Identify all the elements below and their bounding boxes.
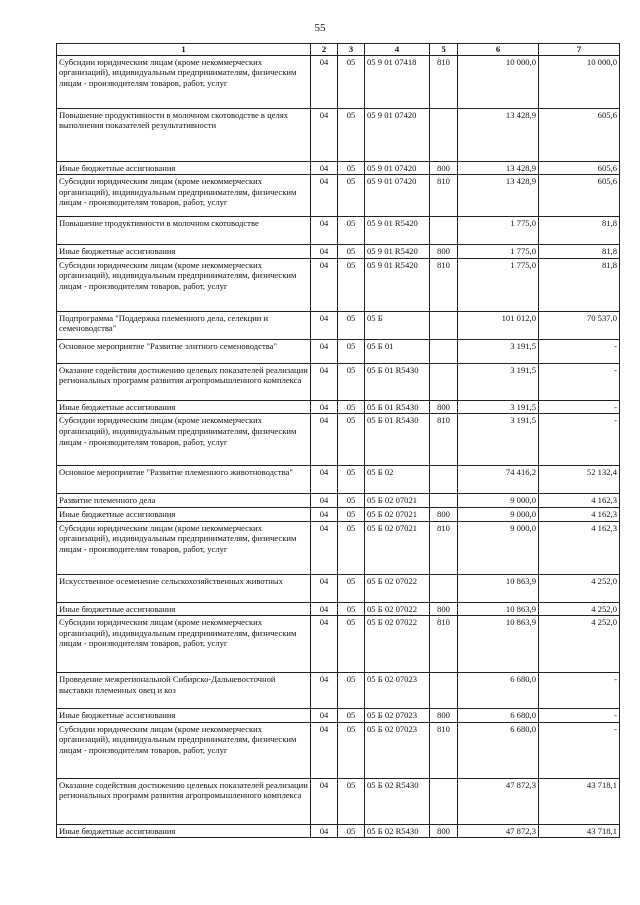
row-code-cell: 05 Б 02 07022: [365, 574, 430, 602]
row-section-cell: 04: [311, 161, 338, 175]
table-row: [57, 311, 620, 339]
row-name-cell: Субсидии юридическим лицам (кроме некоммерческих организаций), индивидуальным предпринимателям, физическим лицам - производителям товаров, работ, услуг: [57, 258, 311, 311]
row-value-plan-cell: 74 416,2: [458, 466, 539, 494]
row-value-fact-cell: 4 162,3: [539, 494, 620, 508]
row-value-fact-cell: 70 537,0: [539, 311, 620, 339]
row-name-cell: Иные бюджетные ассигнования: [57, 161, 311, 175]
row-code-cell: 05 9 01 R5420: [365, 258, 430, 311]
row-value-plan-cell: 3 191,5: [458, 339, 539, 363]
row-section-cell: 04: [311, 245, 338, 259]
row-name-cell: Субсидии юридическим лицам (кроме некоммерческих организаций), индивидуальным предпринимателям, физическим лицам - производителям товаров, работ, услуг: [57, 55, 311, 108]
row-value-plan-cell: 101 012,0: [458, 311, 539, 339]
table-row: [57, 414, 620, 466]
row-type-cell: [430, 466, 458, 494]
row-name-cell: Иные бюджетные ассигнования: [57, 709, 311, 723]
row-value-fact-cell: 81,8: [539, 245, 620, 259]
row-section-cell: 04: [311, 311, 338, 339]
row-subsection-cell: 05: [338, 824, 365, 838]
row-type-cell: [430, 494, 458, 508]
budget-table: [56, 43, 620, 838]
row-name-cell: Подпрограмма "Поддержка племенного дела, селекции и семеноводства": [57, 311, 311, 339]
table-row: [57, 507, 620, 521]
table-row: [57, 400, 620, 414]
row-value-fact-cell: 81,8: [539, 258, 620, 311]
row-subsection-cell: 05: [338, 494, 365, 508]
row-code-cell: 05 9 01 R5420: [365, 217, 430, 245]
row-value-plan-cell: 6 680,0: [458, 709, 539, 723]
row-subsection-cell: 05: [338, 311, 365, 339]
row-subsection-cell: 05: [338, 778, 365, 824]
row-type-cell: [430, 574, 458, 602]
page-number: 55: [314, 22, 326, 34]
row-value-fact-cell: 81,8: [539, 217, 620, 245]
row-name-cell: Иные бюджетные ассигнования: [57, 245, 311, 259]
row-section-cell: 04: [311, 709, 338, 723]
row-type-cell: 810: [430, 258, 458, 311]
row-section-cell: 04: [311, 258, 338, 311]
row-code-cell: 05 Б 02 07021: [365, 521, 430, 574]
table-row: [57, 574, 620, 602]
table-row: [57, 709, 620, 723]
row-subsection-cell: 05: [338, 414, 365, 466]
row-name-cell: Оказание содействия достижению целевых показателей реализации региональных программ развития агропромышленного комплекса: [57, 778, 311, 824]
row-section-cell: 04: [311, 108, 338, 161]
row-value-plan-cell: 6 680,0: [458, 722, 539, 778]
row-name-cell: Субсидии юридическим лицам (кроме некоммерческих организаций), индивидуальным предпринимателям, физическим лицам - производителям товаров, работ, услуг: [57, 521, 311, 574]
table-row: [57, 616, 620, 673]
row-code-cell: 05 9 01 07420: [365, 108, 430, 161]
row-subsection-cell: 05: [338, 175, 365, 217]
row-value-fact-cell: -: [539, 400, 620, 414]
row-name-cell: Повышение продуктивности в молочном скотоводстве в целях выполнения показателей результативности: [57, 108, 311, 161]
row-code-cell: 05 Б 02 07023: [365, 722, 430, 778]
row-subsection-cell: 05: [338, 108, 365, 161]
row-section-cell: 04: [311, 339, 338, 363]
row-subsection-cell: 05: [338, 507, 365, 521]
row-value-fact-cell: 52 132,4: [539, 466, 620, 494]
row-code-cell: 05 Б 02 R5430: [365, 824, 430, 838]
row-value-plan-cell: 47 872,3: [458, 778, 539, 824]
row-name-cell: Оказание содействия достижению целевых показателей реализации региональных программ развития агропромышленного комплекса: [57, 363, 311, 400]
column-header: 1: [57, 44, 311, 56]
row-value-plan-cell: 10 863,9: [458, 616, 539, 673]
table-header-row: [57, 44, 620, 56]
table-row: [57, 673, 620, 709]
table-row: [57, 217, 620, 245]
table-row: [57, 55, 620, 108]
table-row: [57, 108, 620, 161]
row-subsection-cell: 05: [338, 673, 365, 709]
row-section-cell: 04: [311, 616, 338, 673]
row-value-fact-cell: 43 718,1: [539, 824, 620, 838]
row-name-cell: Иные бюджетные ассигнования: [57, 824, 311, 838]
row-subsection-cell: 05: [338, 722, 365, 778]
table-row: [57, 175, 620, 217]
row-type-cell: [430, 363, 458, 400]
row-value-plan-cell: 3 191,5: [458, 400, 539, 414]
row-section-cell: 04: [311, 400, 338, 414]
row-name-cell: Проведение межрегиональной Сибирско-Дальневосточной выставки племенных овец и коз: [57, 673, 311, 709]
row-value-fact-cell: -: [539, 722, 620, 778]
row-subsection-cell: 05: [338, 55, 365, 108]
row-value-fact-cell: -: [539, 709, 620, 723]
row-value-plan-cell: 6 680,0: [458, 673, 539, 709]
row-section-cell: 04: [311, 414, 338, 466]
row-subsection-cell: 05: [338, 245, 365, 259]
row-section-cell: 04: [311, 824, 338, 838]
row-name-cell: Субсидии юридическим лицам (кроме некоммерческих организаций), индивидуальным предпринимателям, физическим лицам - производителям товаров, работ, услуг: [57, 616, 311, 673]
row-subsection-cell: 05: [338, 161, 365, 175]
row-code-cell: 05 Б 01 R5430: [365, 400, 430, 414]
row-type-cell: [430, 217, 458, 245]
row-value-fact-cell: 605,6: [539, 161, 620, 175]
row-subsection-cell: 05: [338, 574, 365, 602]
column-header: 5: [430, 44, 458, 56]
row-name-cell: Иные бюджетные ассигнования: [57, 602, 311, 616]
row-code-cell: 05 9 01 07420: [365, 161, 430, 175]
row-section-cell: 04: [311, 363, 338, 400]
row-code-cell: 05 Б 01 R5430: [365, 363, 430, 400]
row-subsection-cell: 05: [338, 466, 365, 494]
table-row: [57, 602, 620, 616]
row-section-cell: 04: [311, 574, 338, 602]
row-value-plan-cell: 3 191,5: [458, 363, 539, 400]
row-code-cell: 05 Б 02 07023: [365, 673, 430, 709]
row-value-fact-cell: 4 252,0: [539, 602, 620, 616]
row-value-fact-cell: -: [539, 363, 620, 400]
row-name-cell: Основное мероприятие "Развитие племенного животноводства": [57, 466, 311, 494]
row-subsection-cell: 05: [338, 616, 365, 673]
column-header: 2: [311, 44, 338, 56]
table-row: [57, 339, 620, 363]
table-row: [57, 722, 620, 778]
row-value-fact-cell: -: [539, 339, 620, 363]
table-row: [57, 824, 620, 838]
row-value-plan-cell: 13 428,9: [458, 161, 539, 175]
row-code-cell: 05 Б 01 R5430: [365, 414, 430, 466]
row-type-cell: [430, 108, 458, 161]
row-name-cell: Субсидии юридическим лицам (кроме некоммерческих организаций), индивидуальным предпринимателям, физическим лицам - производителям товаров, работ, услуг: [57, 414, 311, 466]
row-subsection-cell: 05: [338, 602, 365, 616]
row-name-cell: Субсидии юридическим лицам (кроме некоммерческих организаций), индивидуальным предпринимателям, физическим лицам - производителям товаров, работ, услуг: [57, 722, 311, 778]
column-header: 7: [539, 44, 620, 56]
row-subsection-cell: 05: [338, 217, 365, 245]
row-value-fact-cell: 4 252,0: [539, 616, 620, 673]
row-code-cell: 05 Б 02: [365, 466, 430, 494]
row-subsection-cell: 05: [338, 521, 365, 574]
row-value-fact-cell: 605,6: [539, 108, 620, 161]
table-row: [57, 161, 620, 175]
row-value-plan-cell: 13 428,9: [458, 175, 539, 217]
row-value-plan-cell: 9 000,0: [458, 521, 539, 574]
row-name-cell: Повышение продуктивности в молочном скотоводстве: [57, 217, 311, 245]
row-section-cell: 04: [311, 217, 338, 245]
row-type-cell: 800: [430, 245, 458, 259]
row-code-cell: 05 Б 02 07021: [365, 507, 430, 521]
row-type-cell: 800: [430, 400, 458, 414]
row-type-cell: 810: [430, 521, 458, 574]
row-value-plan-cell: 1 775,0: [458, 217, 539, 245]
row-code-cell: 05 Б 02 07023: [365, 709, 430, 723]
row-type-cell: 800: [430, 507, 458, 521]
row-name-cell: Субсидии юридическим лицам (кроме некоммерческих организаций), индивидуальным предпринимателям, физическим лицам - производителям товаров, работ, услуг: [57, 175, 311, 217]
row-value-fact-cell: 605,6: [539, 175, 620, 217]
row-value-plan-cell: 13 428,9: [458, 108, 539, 161]
row-section-cell: 04: [311, 466, 338, 494]
table-row: [57, 258, 620, 311]
row-name-cell: Искусственное осеменение сельскохозяйственных животных: [57, 574, 311, 602]
table-row: [57, 778, 620, 824]
row-name-cell: Развитие племенного дела: [57, 494, 311, 508]
row-value-fact-cell: 4 162,3: [539, 521, 620, 574]
row-code-cell: 05 9 01 07418: [365, 55, 430, 108]
row-section-cell: 04: [311, 778, 338, 824]
row-type-cell: [430, 311, 458, 339]
row-code-cell: 05 Б 01: [365, 339, 430, 363]
row-type-cell: 810: [430, 616, 458, 673]
row-section-cell: 04: [311, 494, 338, 508]
row-value-fact-cell: 4 252,0: [539, 574, 620, 602]
row-name-cell: Основное мероприятие "Развитие элитного семеноводства": [57, 339, 311, 363]
row-type-cell: 810: [430, 55, 458, 108]
row-type-cell: 810: [430, 722, 458, 778]
row-subsection-cell: 05: [338, 709, 365, 723]
row-name-cell: Иные бюджетные ассигнования: [57, 507, 311, 521]
row-subsection-cell: 05: [338, 258, 365, 311]
row-type-cell: [430, 778, 458, 824]
row-type-cell: [430, 673, 458, 709]
row-type-cell: 800: [430, 161, 458, 175]
column-header: 6: [458, 44, 539, 56]
row-value-plan-cell: 9 000,0: [458, 494, 539, 508]
row-subsection-cell: 05: [338, 400, 365, 414]
row-value-plan-cell: 10 863,9: [458, 602, 539, 616]
row-code-cell: 05 9 01 R5420: [365, 245, 430, 259]
row-value-fact-cell: 4 162,3: [539, 507, 620, 521]
row-value-plan-cell: 3 191,5: [458, 414, 539, 466]
table-row: [57, 245, 620, 259]
row-type-cell: 810: [430, 414, 458, 466]
row-value-plan-cell: 10 863,9: [458, 574, 539, 602]
row-value-fact-cell: -: [539, 414, 620, 466]
row-value-plan-cell: 10 000,0: [458, 55, 539, 108]
row-subsection-cell: 05: [338, 363, 365, 400]
row-type-cell: [430, 339, 458, 363]
row-code-cell: 05 Б 02 R5430: [365, 778, 430, 824]
row-value-plan-cell: 47 872,3: [458, 824, 539, 838]
column-header: 4: [365, 44, 430, 56]
row-value-fact-cell: 10 000,0: [539, 55, 620, 108]
row-value-plan-cell: 9 000,0: [458, 507, 539, 521]
row-section-cell: 04: [311, 521, 338, 574]
row-section-cell: 04: [311, 602, 338, 616]
row-code-cell: 05 Б: [365, 311, 430, 339]
table-row: [57, 494, 620, 508]
row-code-cell: 05 9 01 07420: [365, 175, 430, 217]
row-subsection-cell: 05: [338, 339, 365, 363]
row-code-cell: 05 Б 02 07021: [365, 494, 430, 508]
row-value-plan-cell: 1 775,0: [458, 258, 539, 311]
row-type-cell: 800: [430, 824, 458, 838]
row-section-cell: 04: [311, 55, 338, 108]
table-row: [57, 521, 620, 574]
row-name-cell: Иные бюджетные ассигнования: [57, 400, 311, 414]
row-section-cell: 04: [311, 722, 338, 778]
row-type-cell: 810: [430, 175, 458, 217]
row-type-cell: 800: [430, 709, 458, 723]
row-value-fact-cell: -: [539, 673, 620, 709]
row-type-cell: 800: [430, 602, 458, 616]
table-body: [57, 55, 620, 838]
column-header: 3: [338, 44, 365, 56]
table-row: [57, 363, 620, 400]
row-code-cell: 05 Б 02 07022: [365, 616, 430, 673]
row-section-cell: 04: [311, 175, 338, 217]
row-section-cell: 04: [311, 673, 338, 709]
table-row: [57, 466, 620, 494]
row-section-cell: 04: [311, 507, 338, 521]
row-code-cell: 05 Б 02 07022: [365, 602, 430, 616]
row-value-plan-cell: 1 775,0: [458, 245, 539, 259]
row-value-fact-cell: 43 718,1: [539, 778, 620, 824]
